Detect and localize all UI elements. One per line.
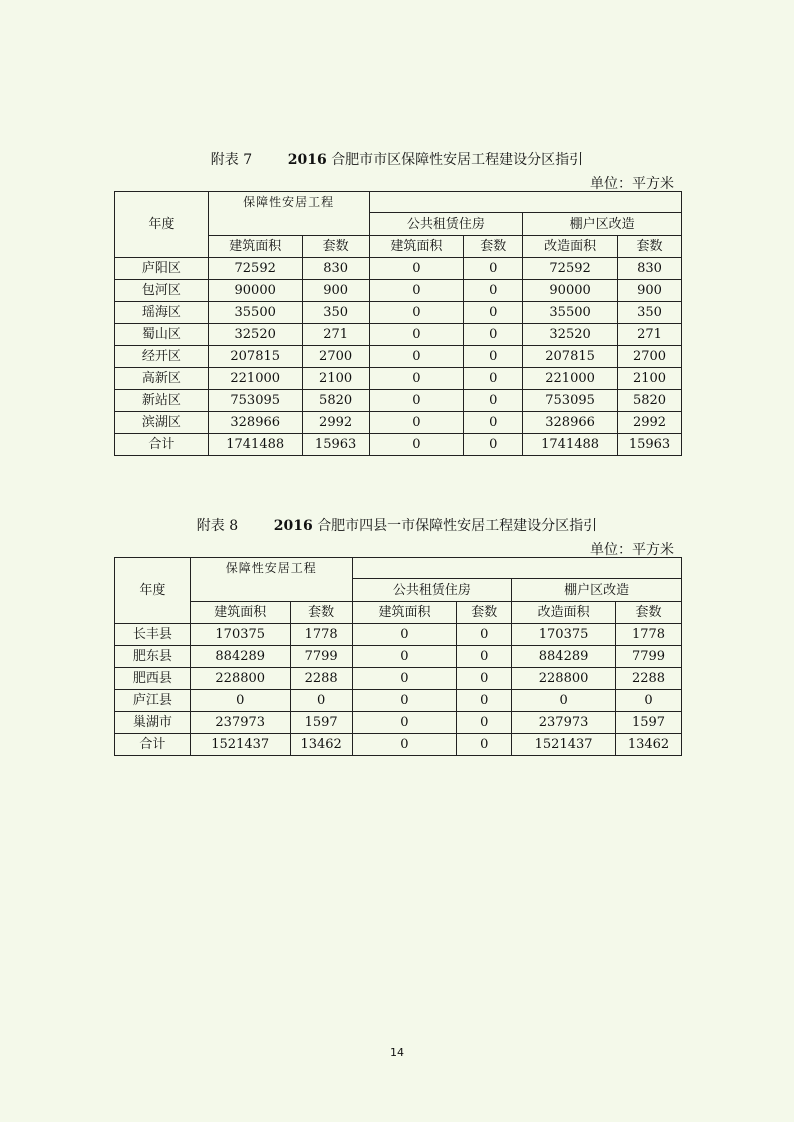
- table-cell: 0: [369, 258, 464, 280]
- table-cell: 2992: [618, 412, 682, 434]
- table-cell: 0: [369, 390, 464, 412]
- row-label-cell: 瑶海区: [115, 302, 209, 324]
- table1-body: [115, 258, 682, 456]
- table-cell: 1597: [290, 712, 352, 734]
- table-cell: 0: [457, 646, 512, 668]
- table-cell: 0: [616, 690, 682, 712]
- row-label-cell: 庐阳区: [115, 258, 209, 280]
- table-cell: 0: [369, 324, 464, 346]
- table-cell: 0: [290, 690, 352, 712]
- table2-sub-sets: 套数: [290, 602, 352, 624]
- table-cell: 0: [457, 734, 512, 756]
- table2-sub-area: 建筑面积: [190, 602, 290, 624]
- table-cell: 0: [457, 624, 512, 646]
- table1-group-main: 保障性安居工程: [208, 192, 369, 236]
- table-row: [115, 346, 682, 368]
- table-cell: 271: [302, 324, 369, 346]
- table-cell: 7799: [616, 646, 682, 668]
- table-row: [115, 668, 682, 690]
- table2-header-blank: [352, 558, 681, 579]
- table-cell: 0: [464, 346, 523, 368]
- table1-caption-year: 2016: [287, 152, 327, 168]
- table-cell: 350: [302, 302, 369, 324]
- table1-sub-rental-sets: 套数: [464, 236, 523, 258]
- table-row: [115, 624, 682, 646]
- table-cell: 5820: [302, 390, 369, 412]
- table-cell: 0: [369, 412, 464, 434]
- table-row: [115, 646, 682, 668]
- row-label-cell: 肥东县: [115, 646, 191, 668]
- table-cell: 0: [369, 346, 464, 368]
- table2-group-shanty: 棚户区改造: [512, 579, 682, 602]
- table-cell: 90000: [208, 280, 302, 302]
- table-cell: 2288: [290, 668, 352, 690]
- table2-body: [115, 624, 682, 756]
- table-cell: 2700: [302, 346, 369, 368]
- table-cell: 1741488: [523, 434, 618, 456]
- table1-header-blank: [369, 192, 681, 213]
- table-cell: 0: [464, 324, 523, 346]
- table-cell: 228800: [190, 668, 290, 690]
- table2-caption-year: 2016: [273, 518, 313, 534]
- table1: [114, 191, 682, 456]
- table1-sub-rental-area: 建筑面积: [369, 236, 464, 258]
- table2-unit: 单位：平方米: [590, 542, 674, 558]
- table2: [114, 557, 682, 756]
- table-cell: 35500: [523, 302, 618, 324]
- table-cell: 15963: [302, 434, 369, 456]
- table2-sub-rental-area: 建筑面积: [352, 602, 457, 624]
- table-cell: 0: [457, 712, 512, 734]
- table1-caption: [0, 149, 794, 169]
- table-cell: 32520: [208, 324, 302, 346]
- table-cell: 237973: [512, 712, 616, 734]
- row-label-cell: 肥西县: [115, 668, 191, 690]
- table2-sub-rental-sets: 套数: [457, 602, 512, 624]
- table-cell: 13462: [616, 734, 682, 756]
- table-cell: 0: [190, 690, 290, 712]
- row-label-cell: 蜀山区: [115, 324, 209, 346]
- table-row: [115, 390, 682, 412]
- table-row: [115, 734, 682, 756]
- table-cell: 0: [369, 302, 464, 324]
- table1-year-header: 年度: [115, 192, 209, 258]
- row-label-cell: 滨湖区: [115, 412, 209, 434]
- row-label-cell: 合计: [115, 434, 209, 456]
- table-row: [115, 324, 682, 346]
- row-label-cell: 庐江县: [115, 690, 191, 712]
- table1-sub-shanty-sets: 套数: [618, 236, 682, 258]
- row-label-cell: 新站区: [115, 390, 209, 412]
- table2-sub-renov-area: 改造面积: [512, 602, 616, 624]
- table-row: [115, 280, 682, 302]
- row-label-cell: 包河区: [115, 280, 209, 302]
- table-cell: 170375: [512, 624, 616, 646]
- table-cell: 15963: [618, 434, 682, 456]
- table2-caption-title: 合肥市四县一市保障性安居工程建设分区指引: [317, 518, 598, 534]
- table-cell: 90000: [523, 280, 618, 302]
- table-cell: 35500: [208, 302, 302, 324]
- table-cell: 0: [352, 668, 457, 690]
- table-cell: 0: [457, 668, 512, 690]
- table-cell: 2100: [618, 368, 682, 390]
- table-cell: 350: [618, 302, 682, 324]
- table-row: [115, 690, 682, 712]
- table1-caption-prefix: 附表 7: [210, 152, 253, 168]
- table-cell: 0: [464, 368, 523, 390]
- table-cell: 830: [302, 258, 369, 280]
- table-cell: 1741488: [208, 434, 302, 456]
- table-cell: 207815: [208, 346, 302, 368]
- table-cell: 0: [352, 712, 457, 734]
- table-cell: 0: [464, 302, 523, 324]
- table-cell: 900: [302, 280, 369, 302]
- table-cell: 1597: [616, 712, 682, 734]
- table2-year-header: 年度: [115, 558, 191, 624]
- table-cell: 753095: [208, 390, 302, 412]
- row-label-cell: 长丰县: [115, 624, 191, 646]
- table-cell: 0: [464, 390, 523, 412]
- table-cell: 0: [464, 412, 523, 434]
- table1-sub-renov-area: 改造面积: [523, 236, 618, 258]
- table-cell: 1521437: [190, 734, 290, 756]
- table-row: [115, 712, 682, 734]
- table-cell: 2700: [618, 346, 682, 368]
- table-row: [115, 368, 682, 390]
- table-cell: 328966: [523, 412, 618, 434]
- table-cell: 0: [464, 434, 523, 456]
- table-row: [115, 434, 682, 456]
- row-label-cell: 经开区: [115, 346, 209, 368]
- table-cell: 221000: [523, 368, 618, 390]
- table-row: [115, 412, 682, 434]
- table-cell: 0: [352, 624, 457, 646]
- table-cell: 5820: [618, 390, 682, 412]
- page-number: 14: [390, 1046, 404, 1059]
- table-row: [115, 302, 682, 324]
- table1-header-row-1: [115, 192, 682, 213]
- table-cell: 0: [457, 690, 512, 712]
- table-cell: 753095: [523, 390, 618, 412]
- table-cell: 884289: [190, 646, 290, 668]
- table1-unit: 单位：平方米: [590, 176, 674, 192]
- table-cell: 0: [512, 690, 616, 712]
- table-cell: 830: [618, 258, 682, 280]
- table-cell: 228800: [512, 668, 616, 690]
- row-label-cell: 巢湖市: [115, 712, 191, 734]
- table1-sub-area: 建筑面积: [208, 236, 302, 258]
- table-cell: 0: [464, 258, 523, 280]
- table-cell: 170375: [190, 624, 290, 646]
- table1-sub-sets: 套数: [302, 236, 369, 258]
- table2-group-rental: 公共租赁住房: [352, 579, 512, 602]
- table2-caption: [0, 515, 794, 535]
- table-cell: 1521437: [512, 734, 616, 756]
- table-row: [115, 258, 682, 280]
- table-cell: 328966: [208, 412, 302, 434]
- table-cell: 1778: [616, 624, 682, 646]
- table-cell: 0: [464, 280, 523, 302]
- table-cell: 1778: [290, 624, 352, 646]
- table-cell: 2288: [616, 668, 682, 690]
- table-cell: 0: [352, 646, 457, 668]
- table2-group-main: 保障性安居工程: [190, 558, 352, 602]
- table-cell: 0: [369, 434, 464, 456]
- table-cell: 221000: [208, 368, 302, 390]
- table-cell: 0: [369, 368, 464, 390]
- table-cell: 32520: [523, 324, 618, 346]
- table-cell: 13462: [290, 734, 352, 756]
- table1-caption-title: 合肥市市区保障性安居工程建设分区指引: [331, 152, 584, 168]
- table2-header-row-3: [115, 602, 682, 624]
- table-cell: 271: [618, 324, 682, 346]
- table-cell: 900: [618, 280, 682, 302]
- table-cell: 0: [369, 280, 464, 302]
- table2-sub-shanty-sets: 套数: [616, 602, 682, 624]
- table-cell: 2992: [302, 412, 369, 434]
- table-cell: 0: [352, 690, 457, 712]
- table-cell: 7799: [290, 646, 352, 668]
- table2-caption-prefix: 附表 8: [196, 518, 239, 534]
- table1-group-rental: 公共租赁住房: [369, 213, 523, 236]
- table-cell: 72592: [523, 258, 618, 280]
- table-cell: 207815: [523, 346, 618, 368]
- table-cell: 0: [352, 734, 457, 756]
- row-label-cell: 合计: [115, 734, 191, 756]
- table2-header-row-1: [115, 558, 682, 579]
- row-label-cell: 高新区: [115, 368, 209, 390]
- table-cell: 237973: [190, 712, 290, 734]
- table-cell: 884289: [512, 646, 616, 668]
- table-cell: 72592: [208, 258, 302, 280]
- table-cell: 2100: [302, 368, 369, 390]
- table1-group-shanty: 棚户区改造: [523, 213, 682, 236]
